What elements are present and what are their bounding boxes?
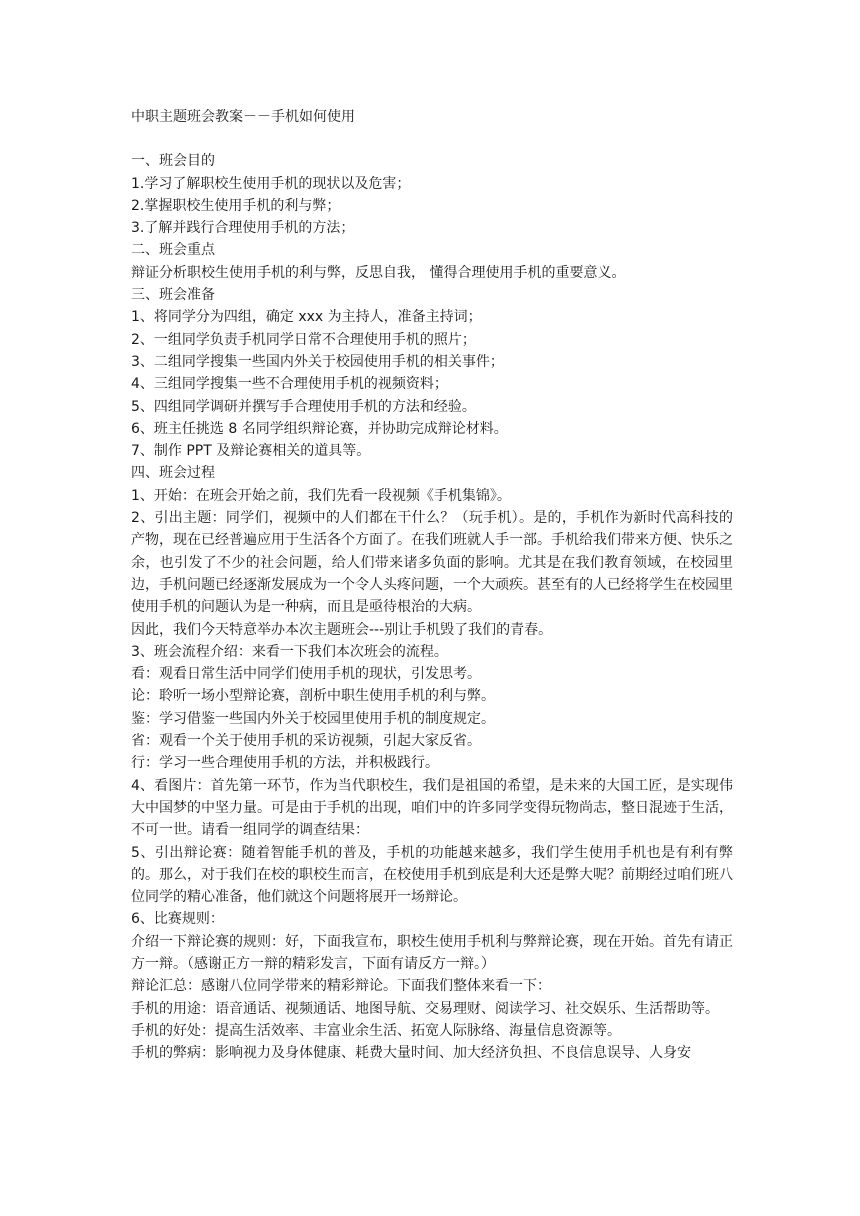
- section-heading-purpose: 一、班会目的: [131, 153, 215, 170]
- paragraph: 3、二组同学搜集一些国内外关于校园使用手机的相关事件；: [131, 353, 504, 370]
- paragraph: 5、四组同学调研并撰写手合理使用手机的方法和经验。: [131, 398, 476, 415]
- paragraph: 省：观看一个关于使用手机的采访视频，引起大家反省。: [131, 733, 481, 750]
- paragraph: 6、比赛规则：: [131, 911, 224, 928]
- paragraph: 1、将同学分为四组，确定 xxx 为主持人，准备主持词；: [131, 309, 482, 326]
- paragraph: 论：聆听一场小型辩论赛，剖析中职生使用手机的利与弊。: [131, 688, 495, 705]
- paragraph: 鉴：学习借鉴一些国内外关于校园里使用手机的制度规定。: [131, 710, 495, 727]
- document-title: 中职主题班会教案－－手机如何使用: [131, 109, 355, 125]
- paragraph: 3.了解并践行合理使用手机的方法；: [131, 220, 355, 237]
- section-heading-preparation: 三、班会准备: [131, 287, 215, 304]
- paragraph: 手机的好处：提高生活效率、丰富业余生活、拓宽人际脉络、海量信息资源等。: [131, 1022, 621, 1039]
- paragraph: 3、班会流程介绍：来看一下我们本次班会的流程。: [131, 643, 448, 660]
- paragraph: 看：观看日常生活中同学们使用手机的现状，引发思考。: [131, 666, 481, 683]
- section-heading-focus: 二、班会重点: [131, 242, 215, 259]
- paragraph: 2、一组同学负责手机同学日常不合理使用手机的照片；: [131, 331, 476, 348]
- paragraph: 介绍一下辩论赛的规则：好，下面我宣布，职校生使用手机利与弊辩论赛，现在开始。首先有请正方一辩。（感谢正方一辩的精彩发言，下面有请反方一辩。）: [131, 933, 733, 972]
- paragraph: 6、班主任挑选 8 名同学组织辩论赛，并协助完成辩论材料。: [131, 420, 508, 437]
- paragraph: 5、引出辩论赛：随着智能手机的普及，手机的功能越来越多，我们学生使用手机也是有利有弊的。那么，对于我们在校的职校生而言，在校使用手机到底是利大还是弊大呢？前期经过咱们班八位同学的精心准备，他们就这个问题将展开一场辩论。: [131, 844, 733, 906]
- paragraph: 辩证分析职校生使用手机的利与弊，反思自我， 懂得合理使用手机的重要意义。: [131, 264, 626, 281]
- paragraph: 因此，我们今天特意举办本次主题班会---别让手机毁了我们的青春。: [131, 621, 553, 638]
- paragraph: 7、制作 PPT 及辩论赛相关的道具等。: [131, 443, 371, 460]
- paragraph: 2、引出主题：同学们，视频中的人们都在干什么？（玩手机）。是的，手机作为新时代高科技的产物，现在已经普遍应用于生活各个方面了。在我们班就人手一部。手机给我们带来方便、快乐之余，也引发了不少的社会问题，给人们带来诸多负面的影响。尤其是在我们教育领域，在校园里边，手机问题已经逐渐发展成为一个令人头疼问题，一个大顽疾。甚至有的人已经将学生在校园里使用手机的问题认为是一种病，而且是亟待根治的大病。: [131, 510, 733, 616]
- section-heading-process: 四、班会过程: [131, 465, 215, 482]
- paragraph: 行：学习一些合理使用手机的方法，并积极践行。: [131, 755, 439, 772]
- paragraph: 1.学习了解职校生使用手机的现状以及危害；: [131, 175, 411, 192]
- paragraph: 手机的用途：语音通话、视频通话、地图导航、交易理财、阅读学习、社交娱乐、生活帮助等。: [131, 1000, 719, 1017]
- paragraph: 2.掌握职校生使用手机的利与弊；: [131, 197, 341, 214]
- paragraph: 手机的弊病：影响视力及身体健康、耗费大量时间、加大经济负担、不良信息误导、人身安: [131, 1045, 691, 1062]
- document-body: [131, 106, 738, 1064]
- paragraph: 4、看图片：首先第一环节，作为当代职校生，我们是祖国的希望，是未来的大国工匠，是实现伟大中国梦的中坚力量。可是由于手机的出现，咱们中的许多同学变得玩物尚志，整日混迹于生活， 不可一世。请看一组同学的调查结果：: [131, 777, 738, 839]
- paragraph: 辩论汇总：感谢八位同学带来的精彩辩论。下面我们整体来看一下：: [131, 978, 551, 995]
- paragraph: 4、三组同学搜集一些不合理使用手机的视频资料；: [131, 376, 448, 393]
- paragraph: 1、开始：在班会开始之前，我们先看一段视频《手机集锦》。: [131, 487, 511, 504]
